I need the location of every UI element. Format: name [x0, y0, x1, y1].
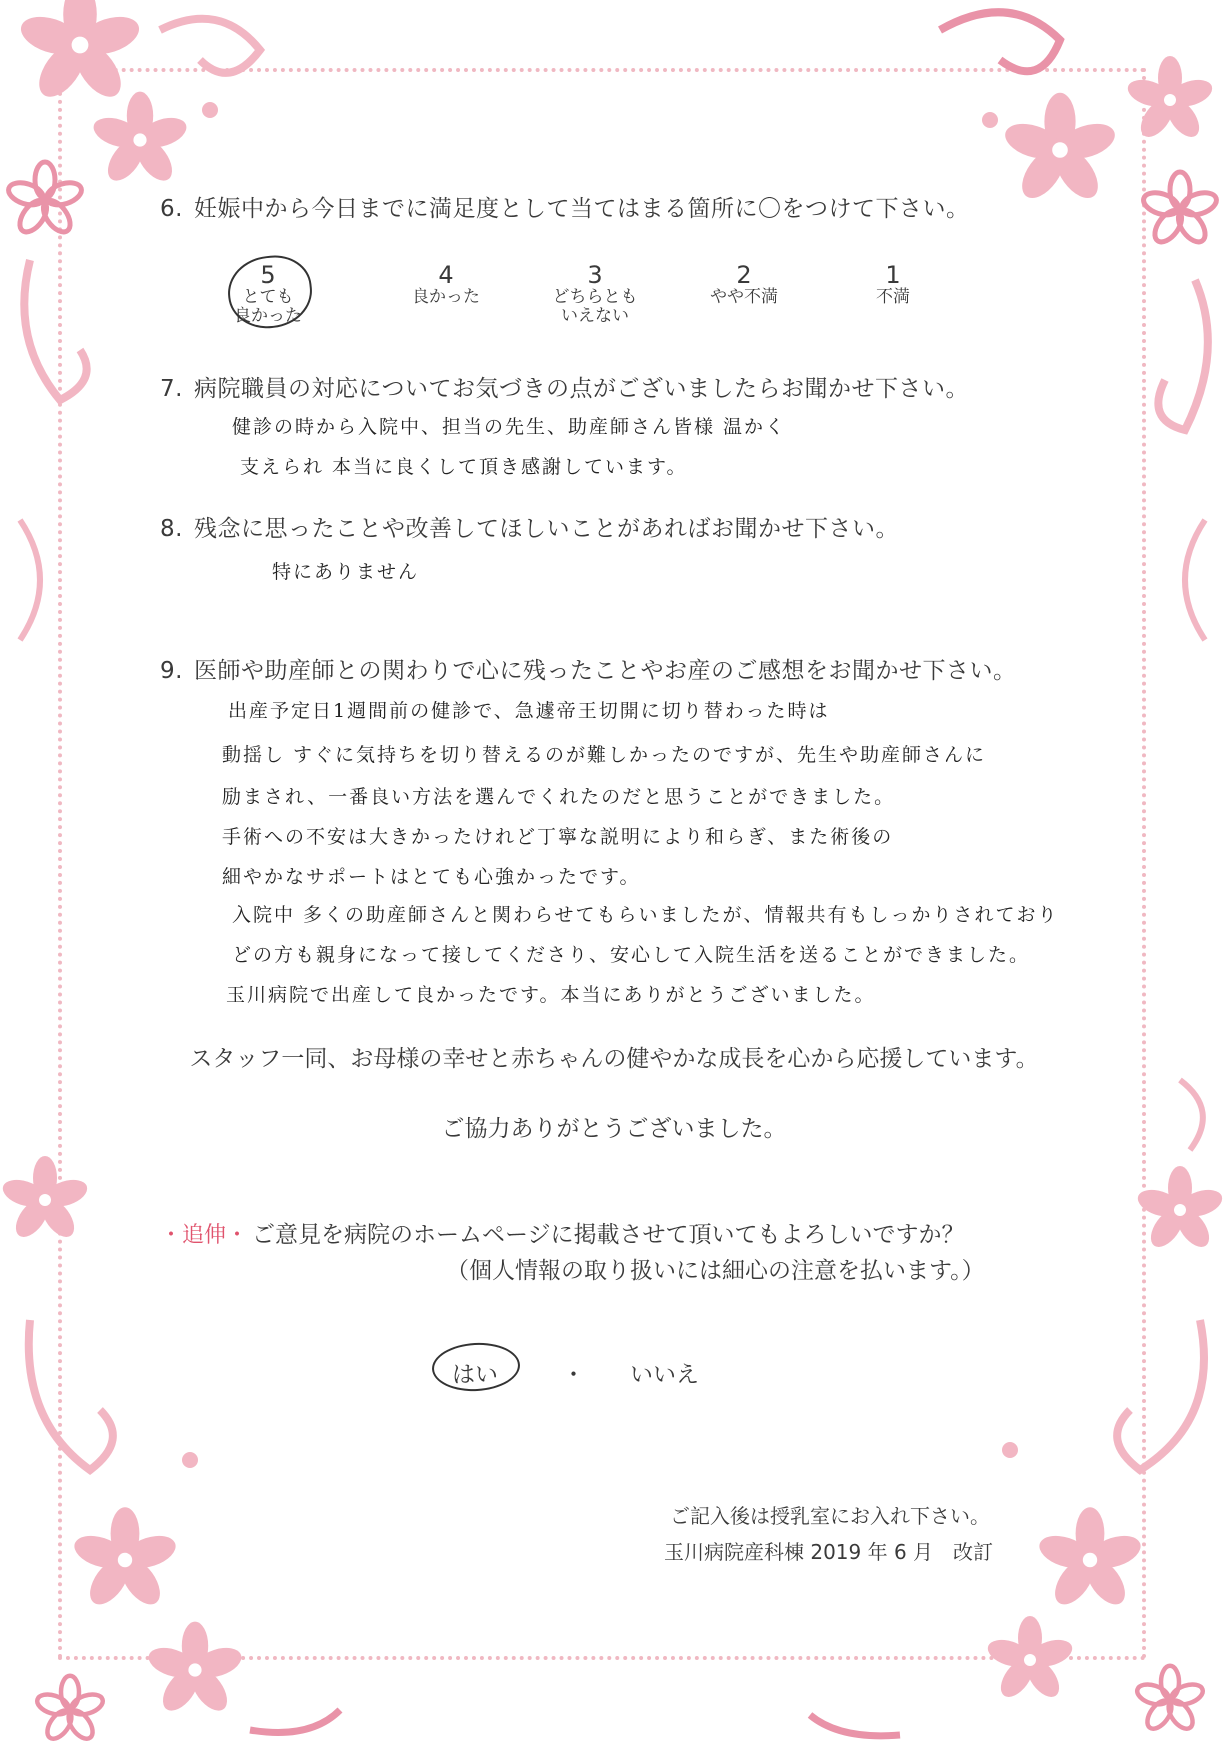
handwritten-answer-line: 健診の時から入院中、担当の先生、助産師さん皆様 温かく	[232, 416, 787, 438]
handwritten-answer-line: 手術への不安は大きかったけれど丁寧な説明により和らぎ、また術後の	[222, 826, 894, 848]
handwritten-answer-line: 入院中 多くの助産師さんと関わらせてもらいましたが、情報共有もしっかりされており	[232, 904, 1059, 926]
scale-label: いえない	[561, 306, 629, 326]
question-text: 病院職員の対応についてお気づきの点がございましたらお聞かせ下さい。	[194, 376, 970, 402]
postscript-note: （個人情報の取り扱いには細心の注意を払います。）	[446, 1258, 985, 1284]
scale-label: 良かった	[412, 287, 480, 307]
handwritten-answer-line: 動揺し すぐに気持ちを切り替えるのが難しかったのですが、先生や助産師さんに	[222, 744, 987, 766]
question-6	[160, 190, 970, 223]
no-option[interactable]: いいえ	[630, 1362, 699, 1388]
scale-number: 3	[587, 261, 603, 289]
postscript-tag: ・追伸・	[160, 1223, 249, 1248]
scale-option-3[interactable]	[535, 262, 655, 326]
thanks-message: ご協力ありがとうございました。	[441, 1116, 787, 1142]
handwritten-answer-line: 細やかなサポートはとても心強かったです。	[222, 866, 641, 888]
scale-number: 2	[736, 261, 752, 289]
question-number: 9.	[160, 658, 183, 684]
handwritten-answer-line: 特にありません	[272, 561, 420, 583]
scale-label: 不満	[876, 287, 910, 307]
question-7	[160, 370, 969, 403]
scale-label: どちらとも	[552, 287, 638, 307]
question-8	[160, 510, 899, 543]
handwritten-answer-line: 出産予定日1週間前の健診で、急遽帝王切開に切り替わった時は	[228, 700, 830, 722]
question-text: 妊娠中から今日までに満足度として当てはまる箇所に〇をつけて下さい。	[194, 196, 970, 222]
handwritten-answer-line: 支えられ 本当に良くして頂き感謝しています。	[240, 456, 688, 478]
scale-number: 4	[438, 261, 454, 289]
question-text: 残念に思ったことや改善してほしいことがあればお聞かせ下さい。	[194, 516, 899, 542]
question-number: 8.	[160, 516, 183, 542]
scale-number: 1	[885, 261, 901, 289]
footer-instruction: ご記入後は授乳室にお入れ下さい。	[670, 1504, 990, 1528]
scale-option-2[interactable]	[684, 262, 804, 307]
footer-revision: 玉川病院産科棟 2019 年 6 月 改訂	[664, 1540, 994, 1564]
yes-option[interactable]: はい	[452, 1362, 498, 1388]
staff-message: スタッフ一同、お母様の幸せと赤ちゃんの健やかな成長を心から応援しています。	[189, 1046, 1039, 1072]
handwritten-answer-line: どの方も親身になって接してくださり、安心して入院生活を送ることができました。	[232, 944, 1031, 966]
scale-label: 良かった	[234, 306, 302, 326]
option-separator: ・	[562, 1362, 585, 1388]
postscript-question: ご意見を病院のホームページに掲載させて頂いてもよろしいですか？	[252, 1222, 965, 1248]
question-text: 医師や助産師との関わりで心に残ったことやお産のご感想をお聞かせ下さい。	[194, 658, 1017, 684]
handwritten-answer-line: 励まされ、一番良い方法を選んでくれたのだと思うことができました。	[222, 786, 896, 808]
scale-label: やや不満	[710, 287, 778, 307]
question-number: 6.	[160, 196, 183, 222]
question-number: 7.	[160, 376, 183, 402]
scale-number: 5	[260, 261, 276, 289]
question-9	[160, 652, 1017, 685]
handwritten-answer-line: 玉川病院で出産して良かったです。本当にありがとうございました。	[226, 984, 876, 1006]
scale-option-1[interactable]	[833, 262, 953, 307]
scale-label: とても	[242, 287, 294, 307]
scale-option-4[interactable]	[386, 262, 506, 307]
